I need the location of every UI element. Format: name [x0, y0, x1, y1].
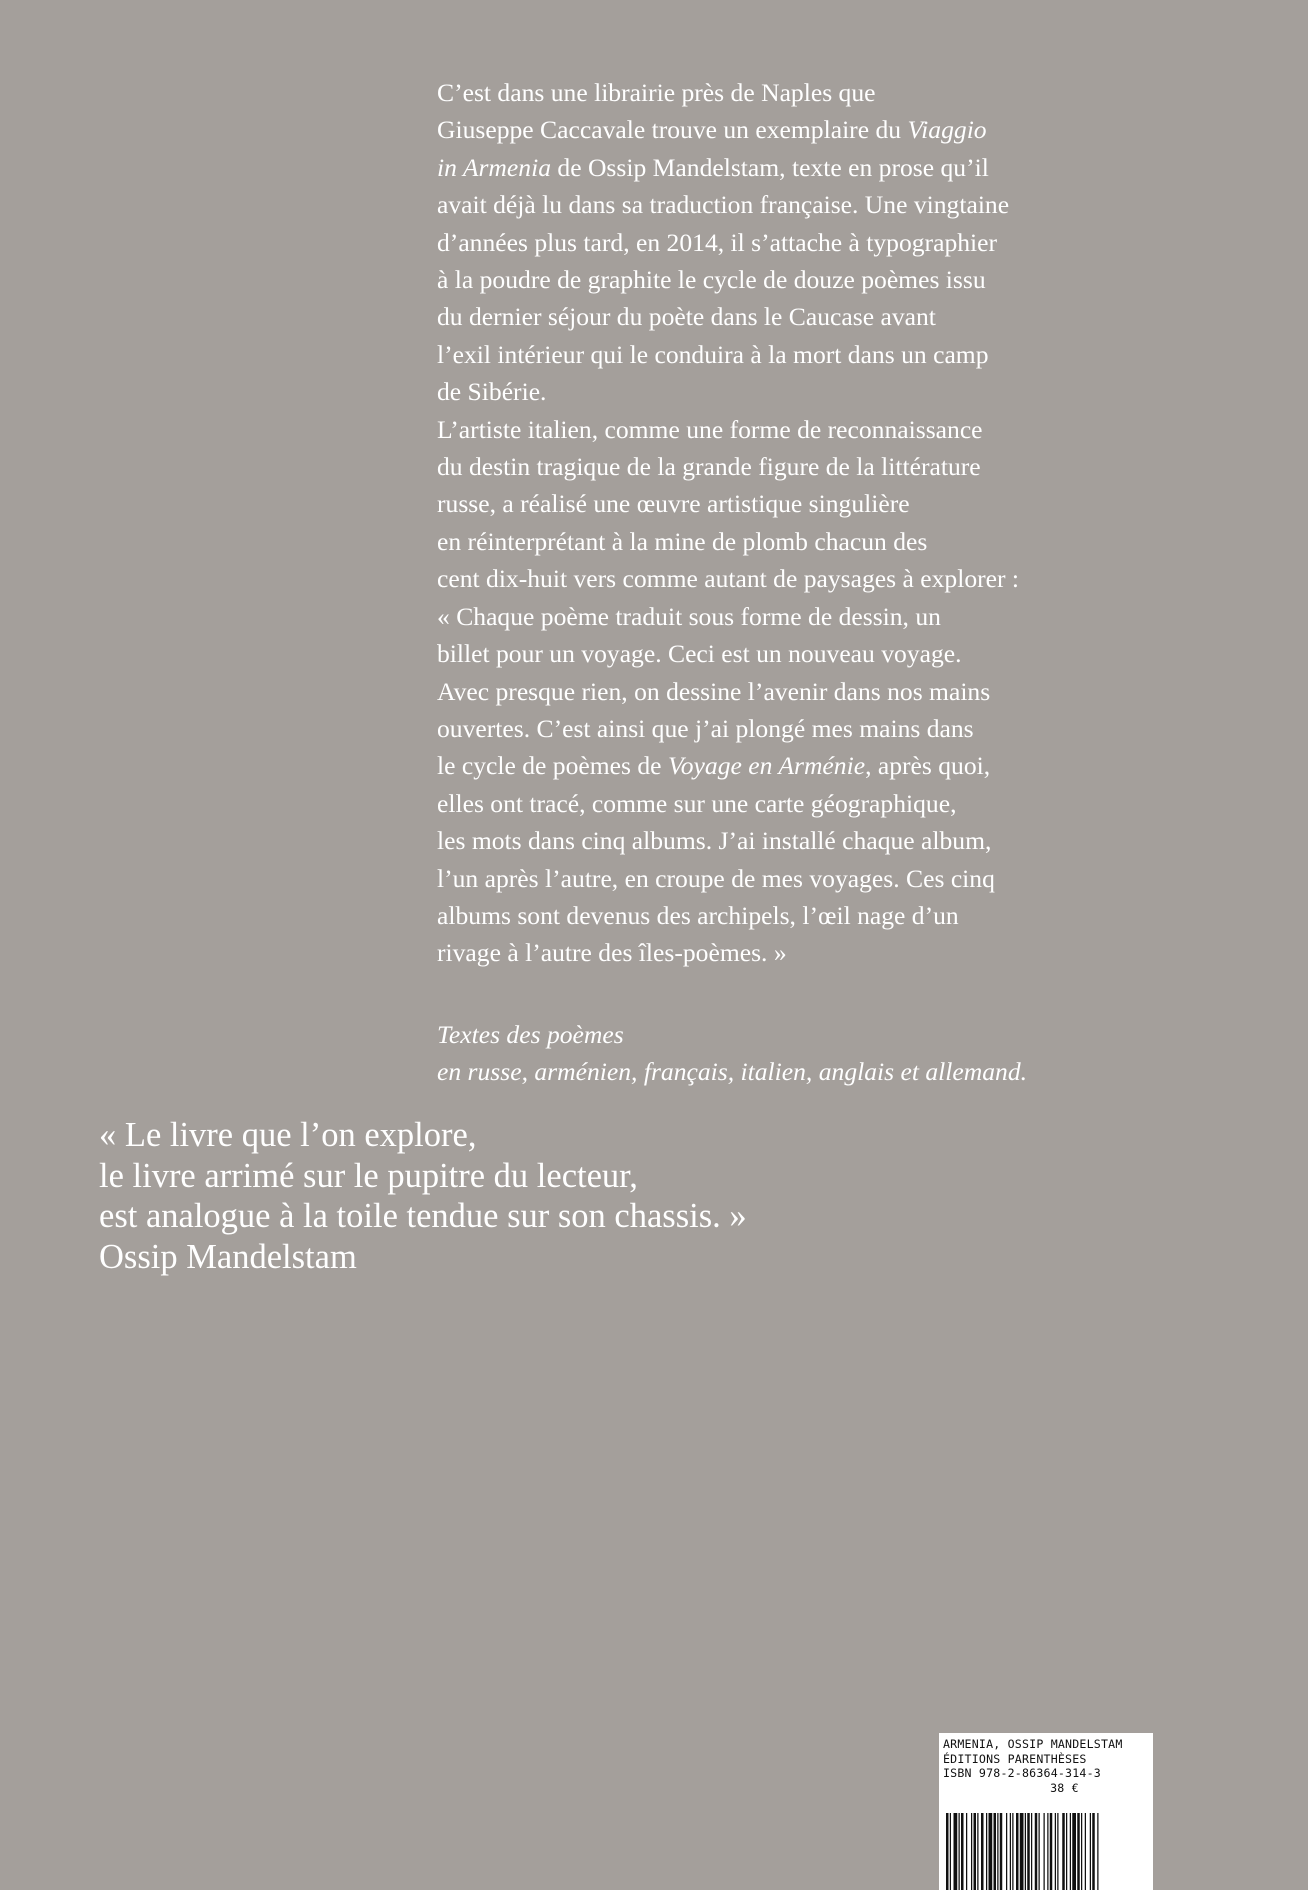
description-title-italic: Voyage en Arménie — [667, 751, 866, 781]
description-line — [437, 411, 1207, 448]
description-line — [437, 598, 1207, 635]
barcode-bar — [1092, 1813, 1095, 1890]
barcode-bar — [971, 1813, 972, 1890]
barcode-bar — [959, 1813, 960, 1890]
description-line — [437, 149, 1207, 186]
description-segment: l’exil intérieur qui le conduira à la mort dans un camp — [437, 339, 989, 369]
description-line — [437, 298, 1207, 335]
barcode-bar — [950, 1813, 951, 1890]
description-segment: à la poudre de graphite le cycle de douze poèmes issu — [437, 265, 986, 295]
languages-line-1: Textes des poèmes — [437, 1020, 624, 1049]
barcode-bar — [1047, 1813, 1048, 1890]
description-segment: du destin tragique de la grande figure de la littérature — [437, 452, 981, 482]
barcode-bar — [1055, 1813, 1056, 1890]
description-segment: d’années plus tard, en 2014, il s’attache à typographier — [437, 227, 998, 257]
barcode-bar — [977, 1813, 978, 1890]
barcode-bar — [1012, 1813, 1013, 1890]
languages-line-2: en russe, arménien, français, italien, anglais et allemand. — [437, 1057, 1028, 1087]
barcode-bar — [961, 1813, 964, 1890]
description-segment: Avec presque rien, on dessine l’avenir dans nos mains — [437, 676, 991, 706]
description-segment: billet pour un voyage. Ceci est un nouveau voyage. — [437, 639, 962, 669]
book-publisher: ÉDITIONS PARENTHÈSES — [943, 1751, 1087, 1766]
description-segment: l’un après l’autre, en croupe de mes voyages. Ces cinq — [437, 863, 995, 893]
barcode-bar — [1016, 1813, 1019, 1890]
mandelstam-quote — [99, 1115, 999, 1277]
description-segment: ouvertes. C’est ainsi que j’ai plongé mes mains dans — [437, 713, 974, 743]
description-line — [437, 822, 1207, 859]
description-line — [437, 485, 1207, 522]
barcode-bar — [954, 1813, 958, 1890]
description-line — [437, 523, 1207, 560]
description-segment: de Sibérie. — [437, 377, 547, 407]
description-line — [437, 860, 1207, 897]
barcode-bar — [1057, 1813, 1058, 1890]
description-line — [437, 373, 1207, 410]
barcode-bar — [946, 1813, 949, 1890]
barcode-bar — [966, 1813, 967, 1890]
barcode-bar — [1085, 1813, 1086, 1890]
book-info — [939, 1733, 1153, 1795]
quote-author: Ossip Mandelstam — [99, 1237, 357, 1276]
barcode-bar — [1062, 1813, 1065, 1890]
book-price: 38 € — [1050, 1780, 1079, 1795]
barcode-bar — [1050, 1813, 1053, 1890]
barcode-bar — [1010, 1813, 1011, 1890]
description-segment: en réinterprétant à la mine de plomb chacun des — [437, 526, 928, 556]
barcode-bar — [1044, 1813, 1045, 1890]
barcode-bar — [997, 1813, 998, 1890]
description-line — [437, 111, 1207, 148]
barcode-bar — [1097, 1813, 1098, 1890]
description-segment: albums sont devenus des archipels, l’œil nage d’un — [437, 900, 959, 930]
barcode-bar — [1025, 1813, 1026, 1890]
description-line — [437, 224, 1207, 261]
description-text — [437, 74, 1207, 972]
description-title-italic: Viaggio — [907, 115, 987, 145]
barcode-bar — [1081, 1813, 1082, 1890]
barcode-bar — [1027, 1813, 1030, 1890]
description-segment: russe, a réalisé une œuvre artistique singulière — [437, 489, 910, 519]
description-line — [437, 336, 1207, 373]
barcode-icon — [945, 1813, 1147, 1890]
quote-line-3: est analogue à la toile tendue sur son chassis. » — [99, 1197, 747, 1235]
barcode-bar — [994, 1813, 997, 1890]
description-line — [437, 186, 1207, 223]
description-line — [437, 673, 1207, 710]
description-line — [437, 448, 1207, 485]
description-line — [437, 897, 1207, 934]
description-segment: , après quoi, — [865, 751, 991, 781]
barcode-bar — [1077, 1813, 1080, 1890]
description-segment: « Chaque poème traduit sous forme de dessin, un — [437, 601, 941, 631]
barcode-bar — [1070, 1813, 1071, 1890]
description-segment: rivage à l’autre des îles-poèmes. » — [437, 938, 787, 968]
description-title-italic: in Armenia — [437, 152, 551, 182]
languages-note — [437, 1016, 1207, 1091]
quote-line-2: le livre arrimé sur le pupitre du lecteur, — [99, 1156, 638, 1195]
book-isbn: ISBN 978-2-86364-314-3 — [943, 1766, 1101, 1780]
barcode-bar — [1090, 1813, 1091, 1890]
description-segment: avait déjà lu dans sa traduction française. Une vingtaine — [437, 190, 1010, 220]
description-segment: le cycle de poèmes de — [437, 751, 668, 781]
description-segment: Giuseppe Caccavale trouve un exemplaire du — [437, 115, 908, 145]
description-line — [437, 560, 1207, 597]
isbn-barcode-block — [939, 1733, 1153, 1890]
description-segment: L’artiste italien, comme une forme de reconnaissance — [437, 414, 983, 444]
barcode-bar — [1072, 1813, 1076, 1890]
description-segment: du dernier séjour du poète dans le Caucase avant — [437, 302, 936, 332]
description-segment: elles ont tracé, comme sur une carte géographique, — [437, 788, 957, 818]
description-line — [437, 747, 1207, 784]
barcode-bar — [981, 1813, 984, 1890]
description-line — [437, 74, 1207, 111]
barcode-bar — [989, 1813, 993, 1890]
barcode-bar — [1066, 1813, 1067, 1890]
description-segment: C’est dans une librairie près de Naples que — [437, 78, 876, 107]
barcode-bar — [1000, 1813, 1003, 1890]
description-segment: cent dix-huit vers comme autant de paysages à explorer : — [437, 564, 1020, 594]
description-segment: de Ossip Mandelstam, texte en prose qu’il — [551, 152, 989, 182]
barcode-bar — [1039, 1813, 1040, 1890]
description-line — [437, 261, 1207, 298]
description-segment: les mots dans cinq albums. J’ai installé chaque album, — [437, 826, 992, 856]
barcode-bar — [986, 1813, 987, 1890]
barcode-bar — [974, 1813, 977, 1890]
description-line — [437, 785, 1207, 822]
barcode-bar — [1020, 1813, 1024, 1890]
description-line — [437, 934, 1207, 971]
description-line — [437, 635, 1207, 672]
description-line — [437, 710, 1207, 747]
barcode-bar — [1006, 1813, 1007, 1890]
quote-line-1: « Le livre que l’on explore, — [99, 1116, 477, 1154]
barcode-bar — [1031, 1813, 1032, 1890]
book-title-author: ARMENIA, OSSIP MANDELSTAM — [943, 1737, 1123, 1751]
barcode-bar — [1035, 1813, 1038, 1890]
